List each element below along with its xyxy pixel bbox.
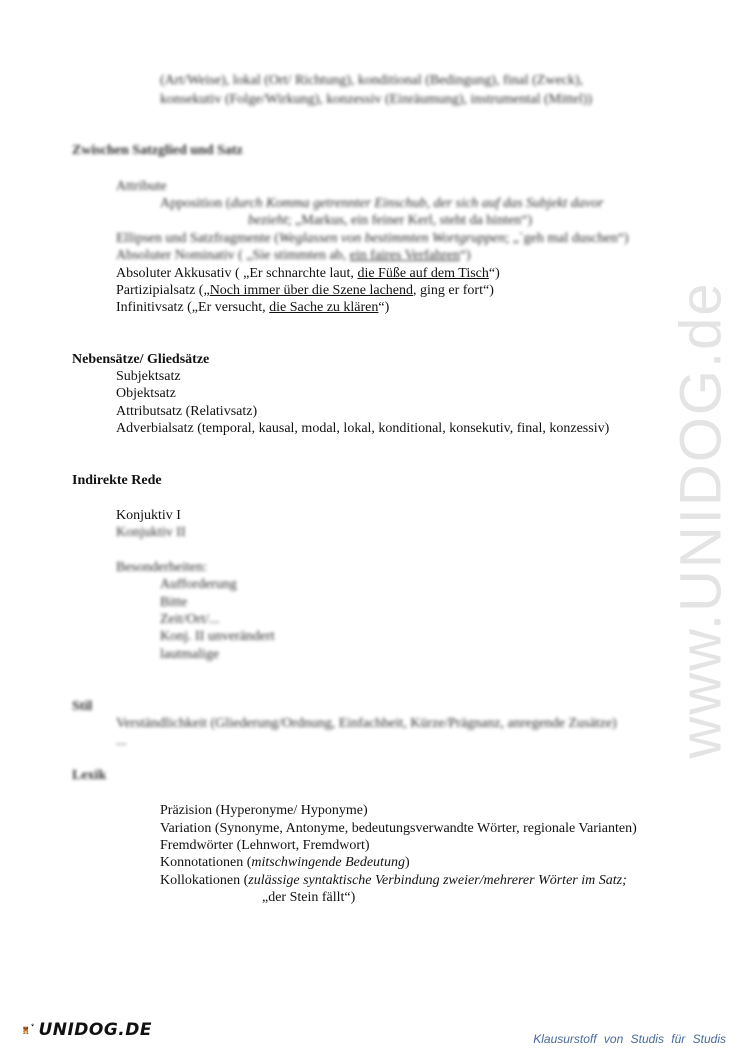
list-item: Subjektsatz bbox=[116, 369, 181, 384]
list-item: Konj. II unverändert bbox=[160, 629, 275, 644]
ellipsen-c: ; „`geh mal duschen“) bbox=[505, 231, 629, 246]
partizip-b: Noch immer über die Szene lachend bbox=[209, 283, 413, 298]
lexik-praezision: Präzision (Hyperonyme/ Hyponyme) bbox=[160, 803, 368, 818]
nominativ-c: “) bbox=[459, 248, 471, 263]
logo-text: UNIDOG.DE bbox=[38, 1020, 152, 1040]
nominativ-line bbox=[116, 247, 471, 265]
watermark-text: www.UNIDOG.de bbox=[669, 281, 735, 759]
list-item: Adverbialsatz (temporal, kausal, modal, lokal, konditional, konsekutiv, final, konzessiv) bbox=[116, 421, 610, 436]
blurred-line-1: (Art/Weise), lokal (Ort/ Richtung), konditional (Bedingung), final (Zweck), bbox=[160, 73, 584, 88]
akkusativ-a: Absoluter Akkusativ ( „Er schnarchte laut, bbox=[116, 266, 358, 281]
lexik-fremdwoerter: Fremdwörter (Lehnwort, Fremdwort) bbox=[160, 838, 370, 853]
list-item: Bitte bbox=[160, 595, 188, 610]
infinitiv-a: Infinitivsatz („Er versucht, bbox=[116, 300, 270, 315]
watermark bbox=[612, 281, 750, 759]
akkusativ-b: die Füße auf dem Tisch bbox=[357, 266, 489, 281]
ellipsen-line bbox=[116, 230, 629, 248]
list-item: Zeit/Ort/... bbox=[160, 612, 220, 627]
list-item: Attributsatz (Relativsatz) bbox=[116, 404, 258, 419]
infinitiv-c: “) bbox=[378, 300, 390, 315]
apposition-a: Apposition ( bbox=[160, 196, 231, 211]
apposition-line bbox=[160, 195, 603, 213]
konnotationen-a: Konnotationen ( bbox=[160, 855, 252, 870]
dog-icon bbox=[22, 1013, 29, 1047]
akkusativ-c: “) bbox=[488, 266, 500, 281]
nominativ-b: ein faires Verfahren bbox=[349, 248, 460, 263]
apposition-b: durch Komma getrennter Einschub, der sich auf das Subjekt davor bbox=[230, 196, 604, 211]
partizip-a: Partizipialsatz („ bbox=[116, 283, 210, 298]
list-item: Objektsatz bbox=[116, 386, 176, 401]
lexik-kollokationen bbox=[160, 872, 627, 890]
apposition-c: bezieht bbox=[248, 213, 288, 228]
konnotationen-c: ) bbox=[404, 855, 410, 870]
akkusativ-line bbox=[116, 265, 500, 283]
stil-line: Verständlichkeit (Gliederung/Ordnung, Einfachheit, Kürze/Prägnanz, anregende Zusätze) bbox=[116, 716, 617, 731]
lexik-konnotationen bbox=[160, 854, 410, 872]
lexik-kollokationen-example: „der Stein fällt“) bbox=[262, 890, 356, 905]
konjunktiv-1: Konjuktiv I bbox=[116, 508, 181, 523]
ellipsen-a: Ellipsen und Satzfragmente ( bbox=[116, 231, 279, 246]
nominativ-a: Absoluter Nominativ ( „Sie stimmten ab, bbox=[116, 248, 350, 263]
kollokationen-b: zulässige syntaktische Verbindung zweier/mehrerer Wörter im Satz; bbox=[248, 873, 627, 888]
infinitiv-line bbox=[116, 299, 389, 317]
lexik-variation: Variation (Synonyme, Antonyme, bedeutungsverwandte Wörter, regionale Varianten) bbox=[160, 821, 637, 836]
konnotationen-b: mitschwingende Bedeutung bbox=[251, 855, 405, 870]
heading-stil: Stil bbox=[72, 699, 93, 714]
infinitiv-b: die Sache zu klären bbox=[269, 300, 379, 315]
apposition-d: ; „Markus, ein feiner Kerl, steht da hinten“) bbox=[287, 213, 533, 228]
heading-indirekte-rede: Indirekte Rede bbox=[72, 473, 162, 488]
heading-nebensaetze: Nebensätze/ Gliedsätze bbox=[72, 352, 210, 367]
stil-dots: ... bbox=[116, 734, 127, 749]
blurred-line-2: konsekutiv (Folge/Wirkung), konzessiv (Einräumung), instrumental (Mittel)) bbox=[160, 92, 593, 107]
kollokationen-a: Kollokationen ( bbox=[160, 873, 249, 888]
list-item: lautmalige bbox=[160, 647, 220, 662]
list-item: Aufforderung bbox=[160, 577, 237, 592]
besonderheiten-label: Besonderheiten: bbox=[116, 560, 207, 575]
partizip-line bbox=[116, 282, 494, 300]
unidog-logo bbox=[22, 1012, 152, 1048]
paw-icon bbox=[31, 1019, 34, 1031]
partizip-c: , ging er fort“) bbox=[413, 283, 494, 298]
heading-lexik: Lexik bbox=[72, 768, 107, 783]
footer-tagline: Klausurstoff von Studis für Studis bbox=[533, 1032, 726, 1046]
heading-satzglied: Zwischen Satzglied und Satz bbox=[72, 143, 243, 158]
ellipsen-b: Weglassen von bestimmten Wortgruppen bbox=[278, 231, 506, 246]
apposition-line-2 bbox=[248, 212, 532, 230]
attribute-label: Attribute bbox=[116, 179, 167, 194]
konjunktiv-2: Konjuktiv II bbox=[116, 525, 186, 540]
